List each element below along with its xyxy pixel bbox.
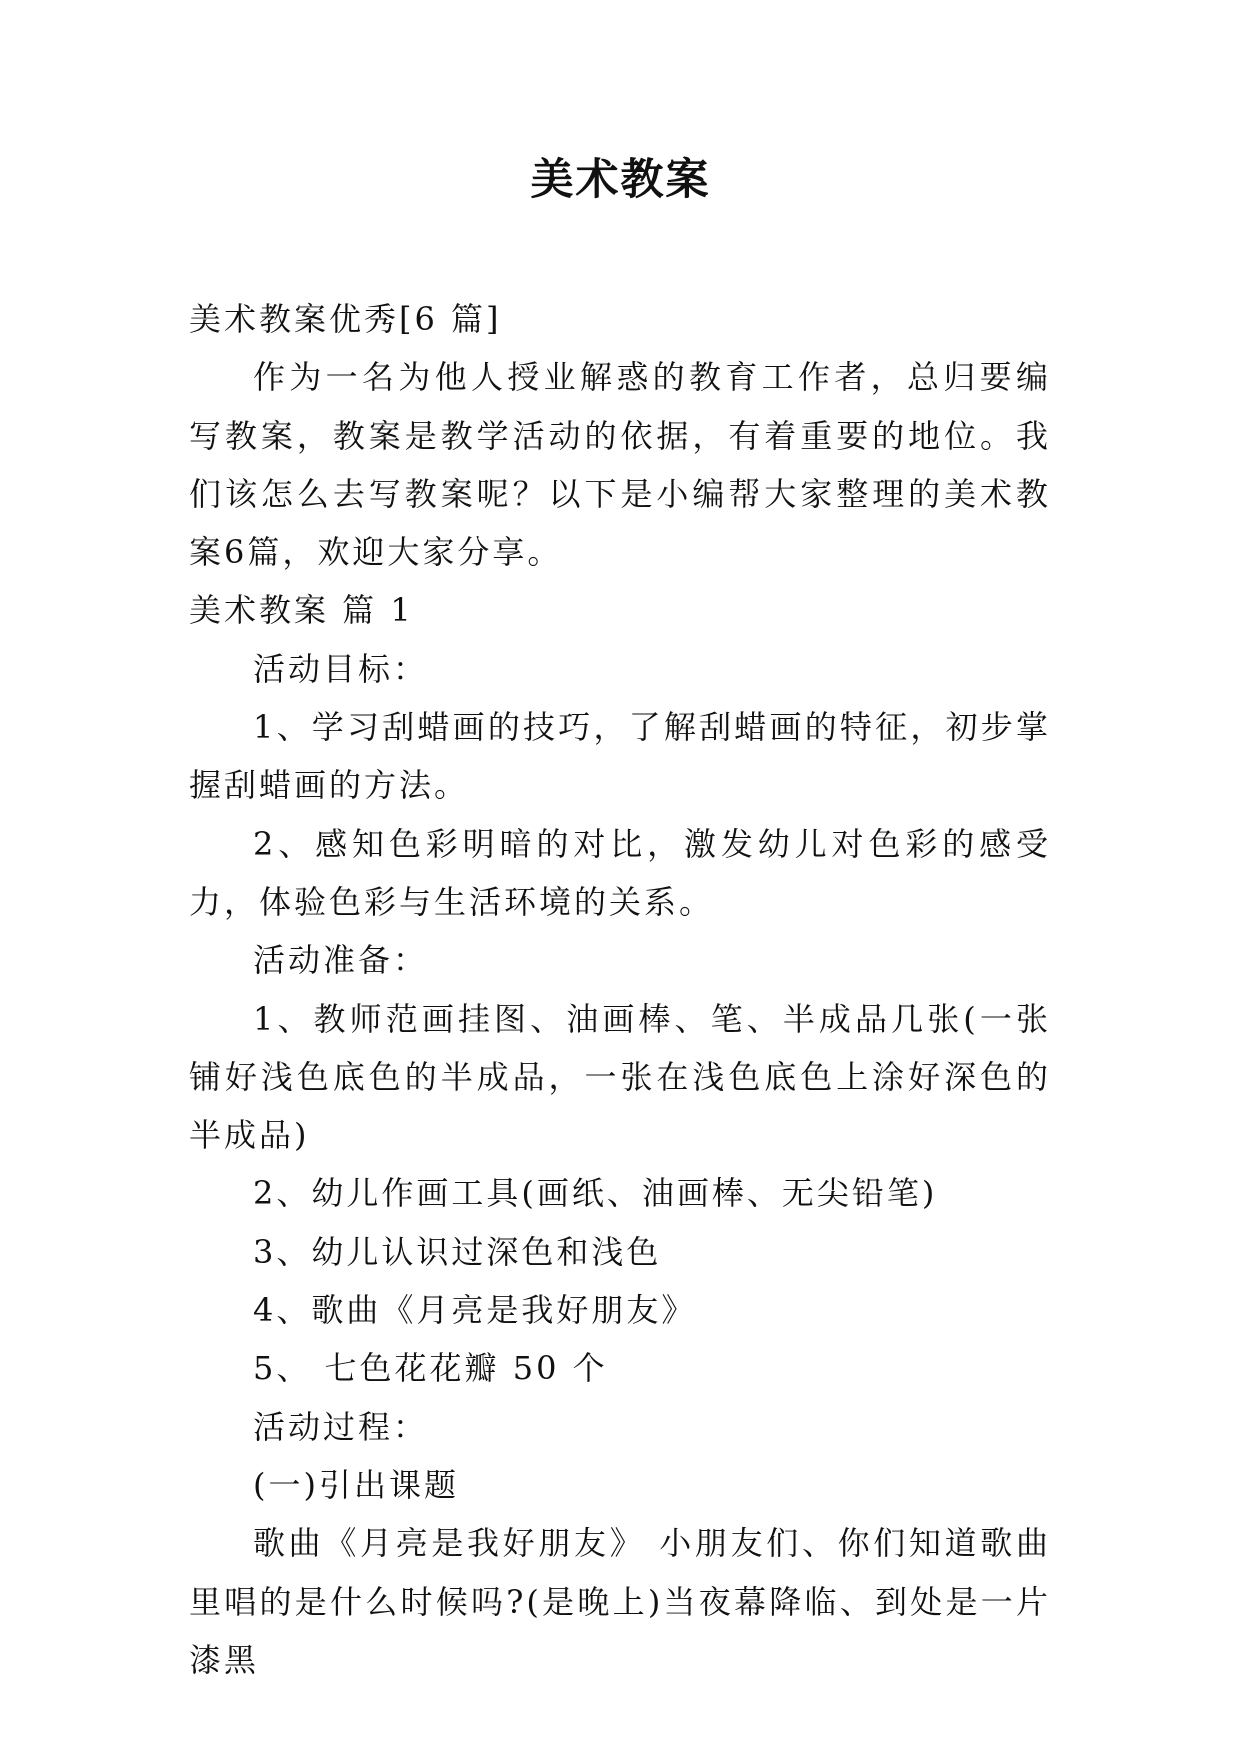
paragraph-prep-1: 1、教师范画挂图、油画棒、笔、半成品几张(一张铺好浅色底色的半成品，一张在浅色底色上涂好深色的半成品)	[189, 999, 1051, 1155]
paragraph-prep-4: 4、歌曲《月亮是我好朋友》	[253, 1291, 697, 1330]
paragraph-prep-3: 3、幼儿认识过深色和浅色	[253, 1232, 662, 1271]
paragraph-process-text: 歌曲《月亮是我好朋友》 小朋友们、你们知道歌曲里唱的是什么时候吗?(是晚上)当夜幕降临、到处是一片漆黑	[189, 1524, 1051, 1679]
document-body	[189, 290, 1051, 1689]
paragraph-process-step-1: (一)引出课题	[253, 1465, 459, 1504]
paragraph-goal-1: 1、学习刮蜡画的技巧，了解刮蜡画的特征，初步掌握刮蜡画的方法。	[189, 708, 1051, 805]
paragraph-process-heading: 活动过程：	[253, 1407, 429, 1446]
paragraph-prep-2: 2、幼儿作画工具(画纸、油画棒、无尖铅笔)	[253, 1174, 938, 1213]
paragraph-goals-heading: 活动目标：	[253, 649, 429, 688]
paragraph-prep-5: 5、 七色花花瓣 50 个	[253, 1349, 608, 1388]
paragraph-intro: 作为一名为他人授业解惑的教育工作者，总归要编写教案，教案是教学活动的依据，有着重要的地位。我们该怎么去写教案呢？以下是小编帮大家整理的美术教案6篇，欢迎大家分享。	[189, 358, 1051, 572]
document-title: 美术教案	[530, 155, 711, 205]
paragraph-subtitle: 美术教案优秀[6 篇]	[189, 300, 502, 338]
paragraph-goal-2: 2、感知色彩明暗的对比，激发幼儿对色彩的感受力，体验色彩与生活环境的关系。	[189, 824, 1051, 921]
paragraph-section-heading: 美术教案 篇 1	[189, 591, 414, 630]
paragraph-prep-heading: 活动准备：	[253, 941, 429, 980]
